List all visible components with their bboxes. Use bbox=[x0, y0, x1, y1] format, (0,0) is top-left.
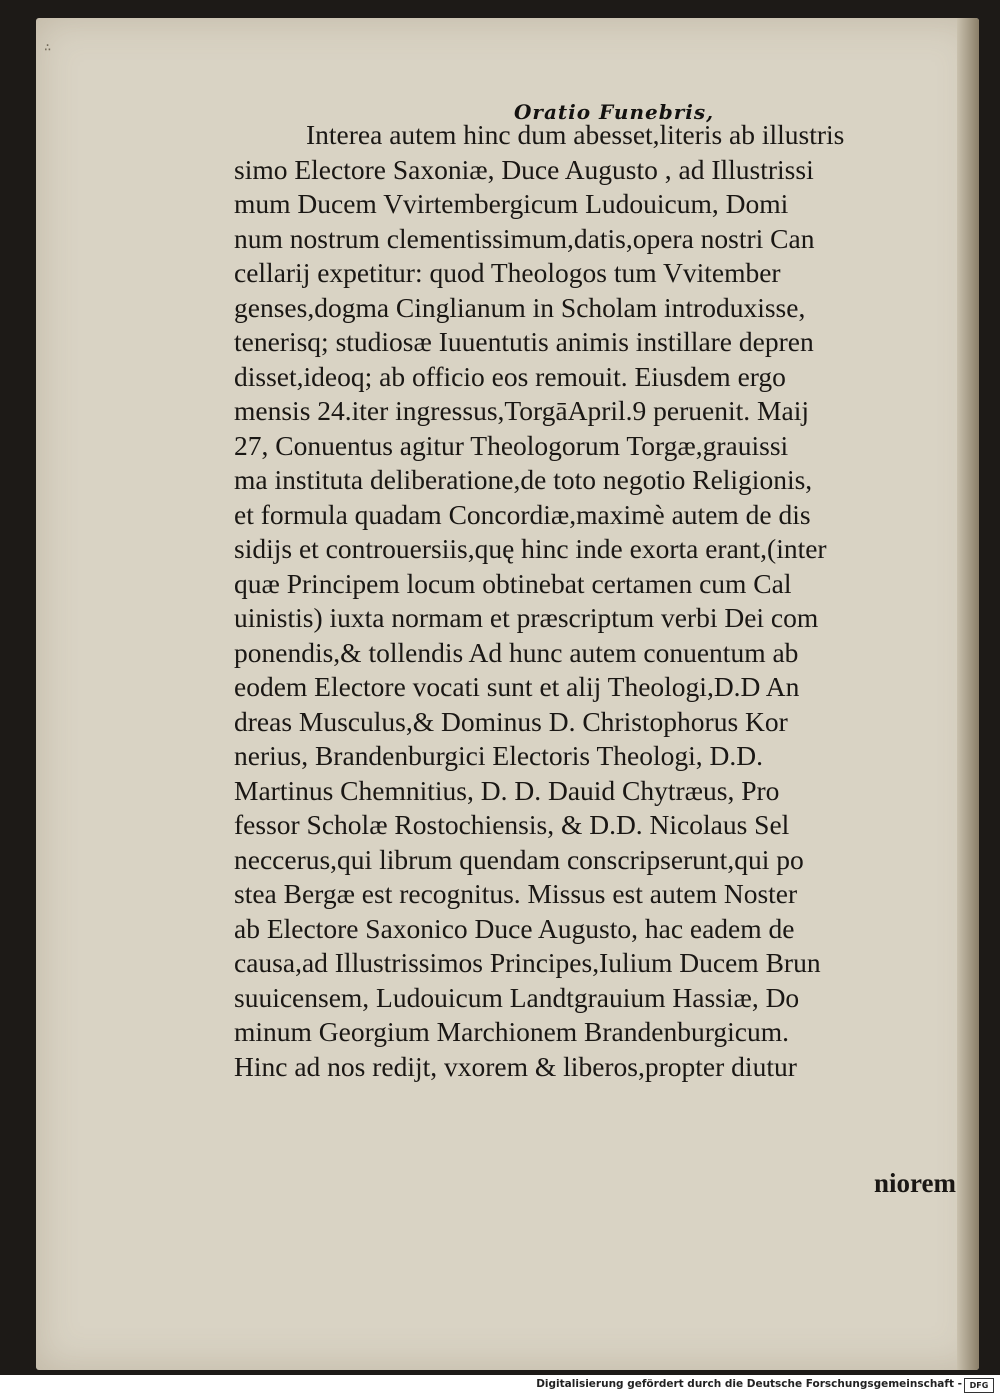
text-line: ab Electore Saxonico Duce Augusto, hac eadem de bbox=[234, 912, 795, 944]
running-head: Oratio Funebris, bbox=[514, 100, 715, 124]
text-line: Martinus Chemnitius, D. D. Dauid Chytræus, Pro bbox=[234, 774, 780, 806]
text-line: Interea autem hinc dum abesset,literis ab illustris bbox=[306, 119, 845, 150]
text-line: quæ Principem locum obtinebat certamen cum Cal bbox=[234, 567, 792, 599]
text-line: simo Electore Saxoniæ, Duce Augusto , ad Illustrissi bbox=[234, 153, 814, 185]
page-spine-edge bbox=[957, 18, 979, 1370]
text-line: disset,ideoq; ab officio eos remouit. Eiusdem ergo bbox=[234, 360, 786, 392]
text-line: minum Georgium Marchionem Brandenburgicum. bbox=[234, 1016, 789, 1047]
text-line: 27, Conuentus agitur Theologorum Torgæ,grauissi bbox=[234, 429, 789, 461]
text-line: causa,ad Illustrissimos Principes,Iulium Ducem Brun bbox=[234, 947, 821, 978]
text-line: et formula quadam Concordiæ,maximè autem de dis bbox=[234, 498, 811, 530]
text-line: uinistis) iuxta normam et præscriptum verbi Dei com bbox=[234, 602, 819, 633]
text-line: stea Bergæ est recognitus. Missus est autem Noster bbox=[234, 878, 798, 909]
funding-credit: Digitalisierung gefördert durch die Deutsche Forschungsgemeinschaft - bbox=[536, 1378, 962, 1390]
scan-edge-mark: ∴ bbox=[44, 40, 52, 54]
text-line: neccerus,qui librum quendam conscripserunt,qui po bbox=[234, 843, 804, 875]
text-line: ma instituta deliberatione,de toto negotio Religionis, bbox=[234, 464, 813, 495]
text-line: sidijs et controuersiis,quę hinc inde exorta erant,(inter bbox=[234, 533, 827, 564]
text-line: mum Ducem Vvirtembergicum Ludouicum, Domi bbox=[234, 188, 789, 219]
text-line: eodem Electore vocati sunt et alij Theologi,D.D An bbox=[234, 671, 800, 702]
body-text bbox=[234, 118, 926, 1084]
text-line: num nostrum clementissimum,datis,opera nostri Can bbox=[234, 222, 815, 254]
text-line: fessor Scholæ Rostochiensis, & D.D. Nicolaus Sel bbox=[234, 809, 790, 840]
text-line: tenerisq; studiosæ Iuuentutis animis instillare depren bbox=[234, 326, 814, 357]
text-line: ponendis,& tollendis Ad hunc autem conuentum ab bbox=[234, 636, 799, 668]
text-line: suuicensem, Ludouicum Landtgrauium Hassiæ, Do bbox=[234, 981, 800, 1013]
text-line: genses,dogma Cinglianum in Scholam introduxisse, bbox=[234, 291, 806, 323]
text-line: dreas Musculus,& Dominus D. Christophorus Kor bbox=[234, 705, 788, 737]
text-line: Hinc ad nos redijt, vxorem & liberos,propter diutur bbox=[234, 1050, 797, 1082]
text-line: nerius, Brandenburgici Electoris Theologi, D.D. bbox=[234, 740, 764, 771]
catchword: niorem bbox=[874, 1168, 956, 1198]
footer-bar bbox=[0, 1375, 1000, 1395]
text-line: mensis 24.iter ingressus,TorgāApril.9 peruenit. Maij bbox=[234, 395, 809, 426]
text-line: cellarij expetitur: quod Theologos tum Vvitember bbox=[234, 257, 781, 288]
dfg-logo: DFG bbox=[964, 1378, 994, 1393]
